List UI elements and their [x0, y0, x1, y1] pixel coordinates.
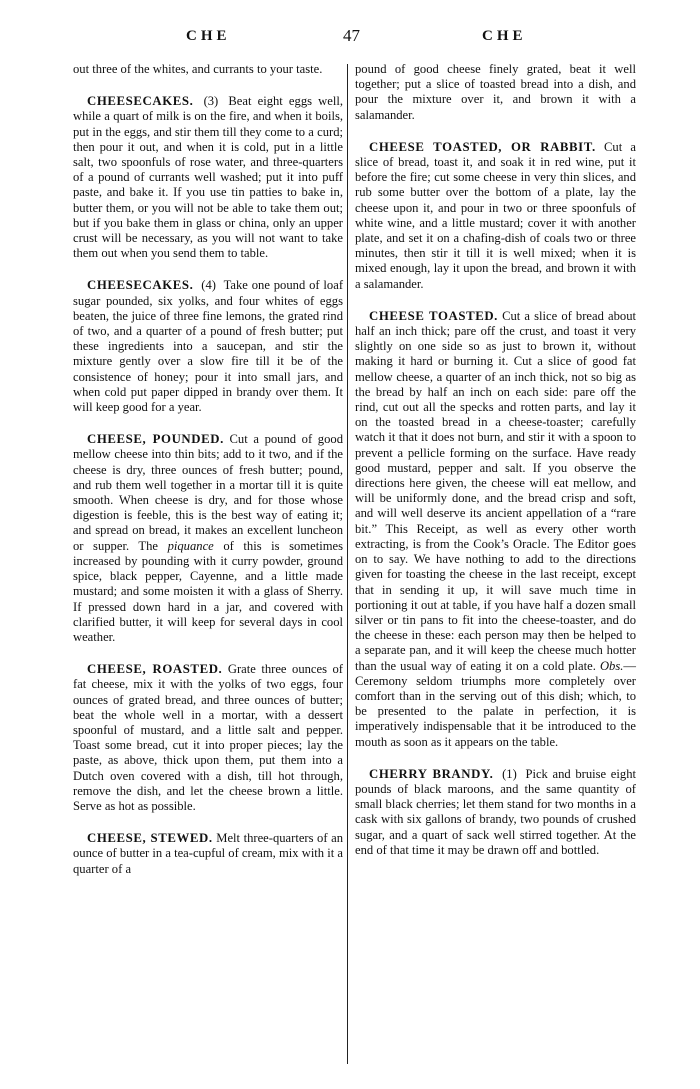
running-head-right: CHE: [482, 28, 527, 44]
entry-text: Cut a slice of bread, toast it, and soak it in red wine, put it before the fire; cut some cheese in very thin slices, and rub some butter over the bottom of a plate, lay the cheese upon it, and pour in two or three spoonfuls of white wine, and a little mustard; cover it with another plate, and set it on a chafing-dish of coals two or three minutes, then stir it till it is well mixed; when it is mixed enough, lay it upon the bread, and brown it with a salamander.: [355, 139, 637, 291]
entry-text: pound of good cheese finely grated, beat it well together; put a slice of toasted bread into a dish, and pour the mixture over it, and brown it with a salamander.: [355, 62, 636, 122]
page-number: 47: [343, 26, 360, 45]
entry-title: CHEESE TOASTED, OR RABBIT.: [369, 139, 596, 154]
entry-text: —Ceremony seldom triumphs more completely over comfort than in the serving out of this dish; which, to be presented to the palate in perfection, it is imperatively indispensable that it be introduced to the mouth as soon as it appears on the table.: [355, 658, 636, 749]
entry-text: Pick and bruise eight pounds of black maroons, and the same quantity of small black cherries; let them stand for two months in a cask with six gallons of brandy, two pounds of crushed sugar, and a quart of sack well stirred together. At the end of that time it may be drawn off and bottled.: [355, 766, 636, 857]
right-column: [355, 62, 636, 875]
entry-cheese-pounded: [73, 432, 343, 645]
entry-cheese-roasted: [73, 662, 343, 814]
entry-title: CHEESE, STEWED.: [87, 831, 213, 846]
entry-number: (4): [201, 278, 216, 293]
entry-text: Grate three ounces of fat cheese, mix it with the yolks of two eggs, four ounces of grated bread, and three ounces of butter; beat the whole well in a mortar, with a dessert spoonful of mustard, and a little salt and pepper. Toast some bread, cut it into proper pieces; lay the paste, as above, thick upon them, put them into a Dutch oven covered with a dish, till hot through, remove the dish, and let the cheese brown a little. Serve as hot as possible.: [73, 662, 344, 813]
entry-cheese-toasted: [355, 309, 636, 750]
entry-cheese-stewed: [73, 831, 343, 877]
entry-cheese-toasted-rabbit: [355, 140, 636, 292]
entry-continued: [73, 62, 343, 77]
entry-number: (1): [502, 766, 517, 781]
entry-title: CHEESECAKES.: [87, 278, 194, 293]
entry-text: Melt three-quarters of an ounce of butter in a tea-cupful of cream, mix with it a quarter of a: [73, 831, 343, 876]
entry-cherry-brandy-1: [355, 767, 636, 858]
left-column: [73, 62, 343, 894]
entry-text: Cut a slice of bread about half an inch thick; pare off the crust, and toast it very slightly on one side so as just to brown it, without making it hard or burning it. Cut a slice of good fat mellow cheese, a quarter of an inch thick, not so big as the bread by half an inch on each side: pare off the rind, cut out all the specks and rotten parts, and lay it on the toasted bread in a cheese-toaster; carefully watch it that it does not burn, and stir it with a spoon to prevent a pellicle forming on the surface. Have ready good mustard, pepper and salt. If you observe the directions here given, the cheese will eat mellow, and will be uniformly done, and the bread crisp and soft, and will well deserve its ancient appellation of a “rare bit.” This Receipt, as well as every other worth extracting, is from the Cook’s Oracle. The Editor goes on to say. We have nothing to add to the directions given for toasting the cheese in the last receipt, except that in sending it up, it will save much time in portioning it out at table, if you have half a dozen small silver or tin pans to fit into the cheese-toaster, and do the cheese in these: each person may then be helped to a separate pan, and it will keep the cheese much hotter than the usual way of eating it on a cold plate.: [355, 308, 636, 673]
entry-title: CHERRY BRANDY.: [369, 766, 494, 781]
entry-title: CHEESE, ROASTED.: [87, 662, 223, 677]
entry-italic-term: Obs.: [599, 658, 624, 673]
entry-title: CHEESECAKES.: [87, 94, 194, 109]
entry-text: Take one pound of loaf sugar pounded, six yolks, and four whites of eggs beaten, the juice of three fine lemons, the grated rind of two, and a quarter of a pound of fresh butter; put these ingredients into a saucepan, and stir the mixture gently over a slow fire till it be of the consistence of honey; pour it into small jars, and when cold put paper dipped in brandy over them. It will keep good for a year.: [73, 278, 344, 415]
entry-text: Beat eight eggs well, while a quart of milk is on the fire, and when it boils, put in the eggs, and stir them till they come to a curd; then pour it out, and when it is cold, put in a little salt, two spoonfuls of rose water, and three-quarters of a pound of currants well washed; put it into puff paste, and bake it. If you use tin patties to bake in, butter them, or you will not be able to take them out; but if you bake them in glass or china, only an upper crust will be necessary, as you will not want to take them out when you send them to table.: [73, 94, 343, 261]
column-divider: [347, 64, 348, 1064]
entry-text: out three of the whites, and currants to your taste.: [73, 62, 323, 76]
entry-number: (3): [203, 94, 219, 109]
entry-title: CHEESE TOASTED.: [369, 308, 498, 323]
entry-italic-term: piquance: [167, 538, 214, 553]
entry-cheesecakes-4: [73, 278, 343, 415]
entry-title: CHEESE, POUNDED.: [87, 432, 224, 447]
entry-continued: [355, 62, 636, 123]
entry-cheesecakes-3: [73, 94, 343, 261]
page-header: [0, 28, 700, 50]
entry-text: Cut a pound of good mellow cheese into thin bits; add to it two, and if the cheese is dry, three ounces of fresh butter; pound, and rub them well together in a mortar till it is quite smooth. When cheese is dry, and for those whose digestion is feeble, this is the best way of eating it; and spread on bread, it makes an excellent luncheon or supper. The: [73, 432, 343, 553]
running-head-left: CHE: [186, 28, 231, 44]
entry-text: of this is sometimes increased by pounding with it curry powder, ground spice, black pepper, Cayenne, and a little made mustard; and some moisten it with a glass of Sherry. If pressed down hard in a jar, and covered with clarified butter, it will keep for several days in cool weather.: [73, 538, 344, 644]
